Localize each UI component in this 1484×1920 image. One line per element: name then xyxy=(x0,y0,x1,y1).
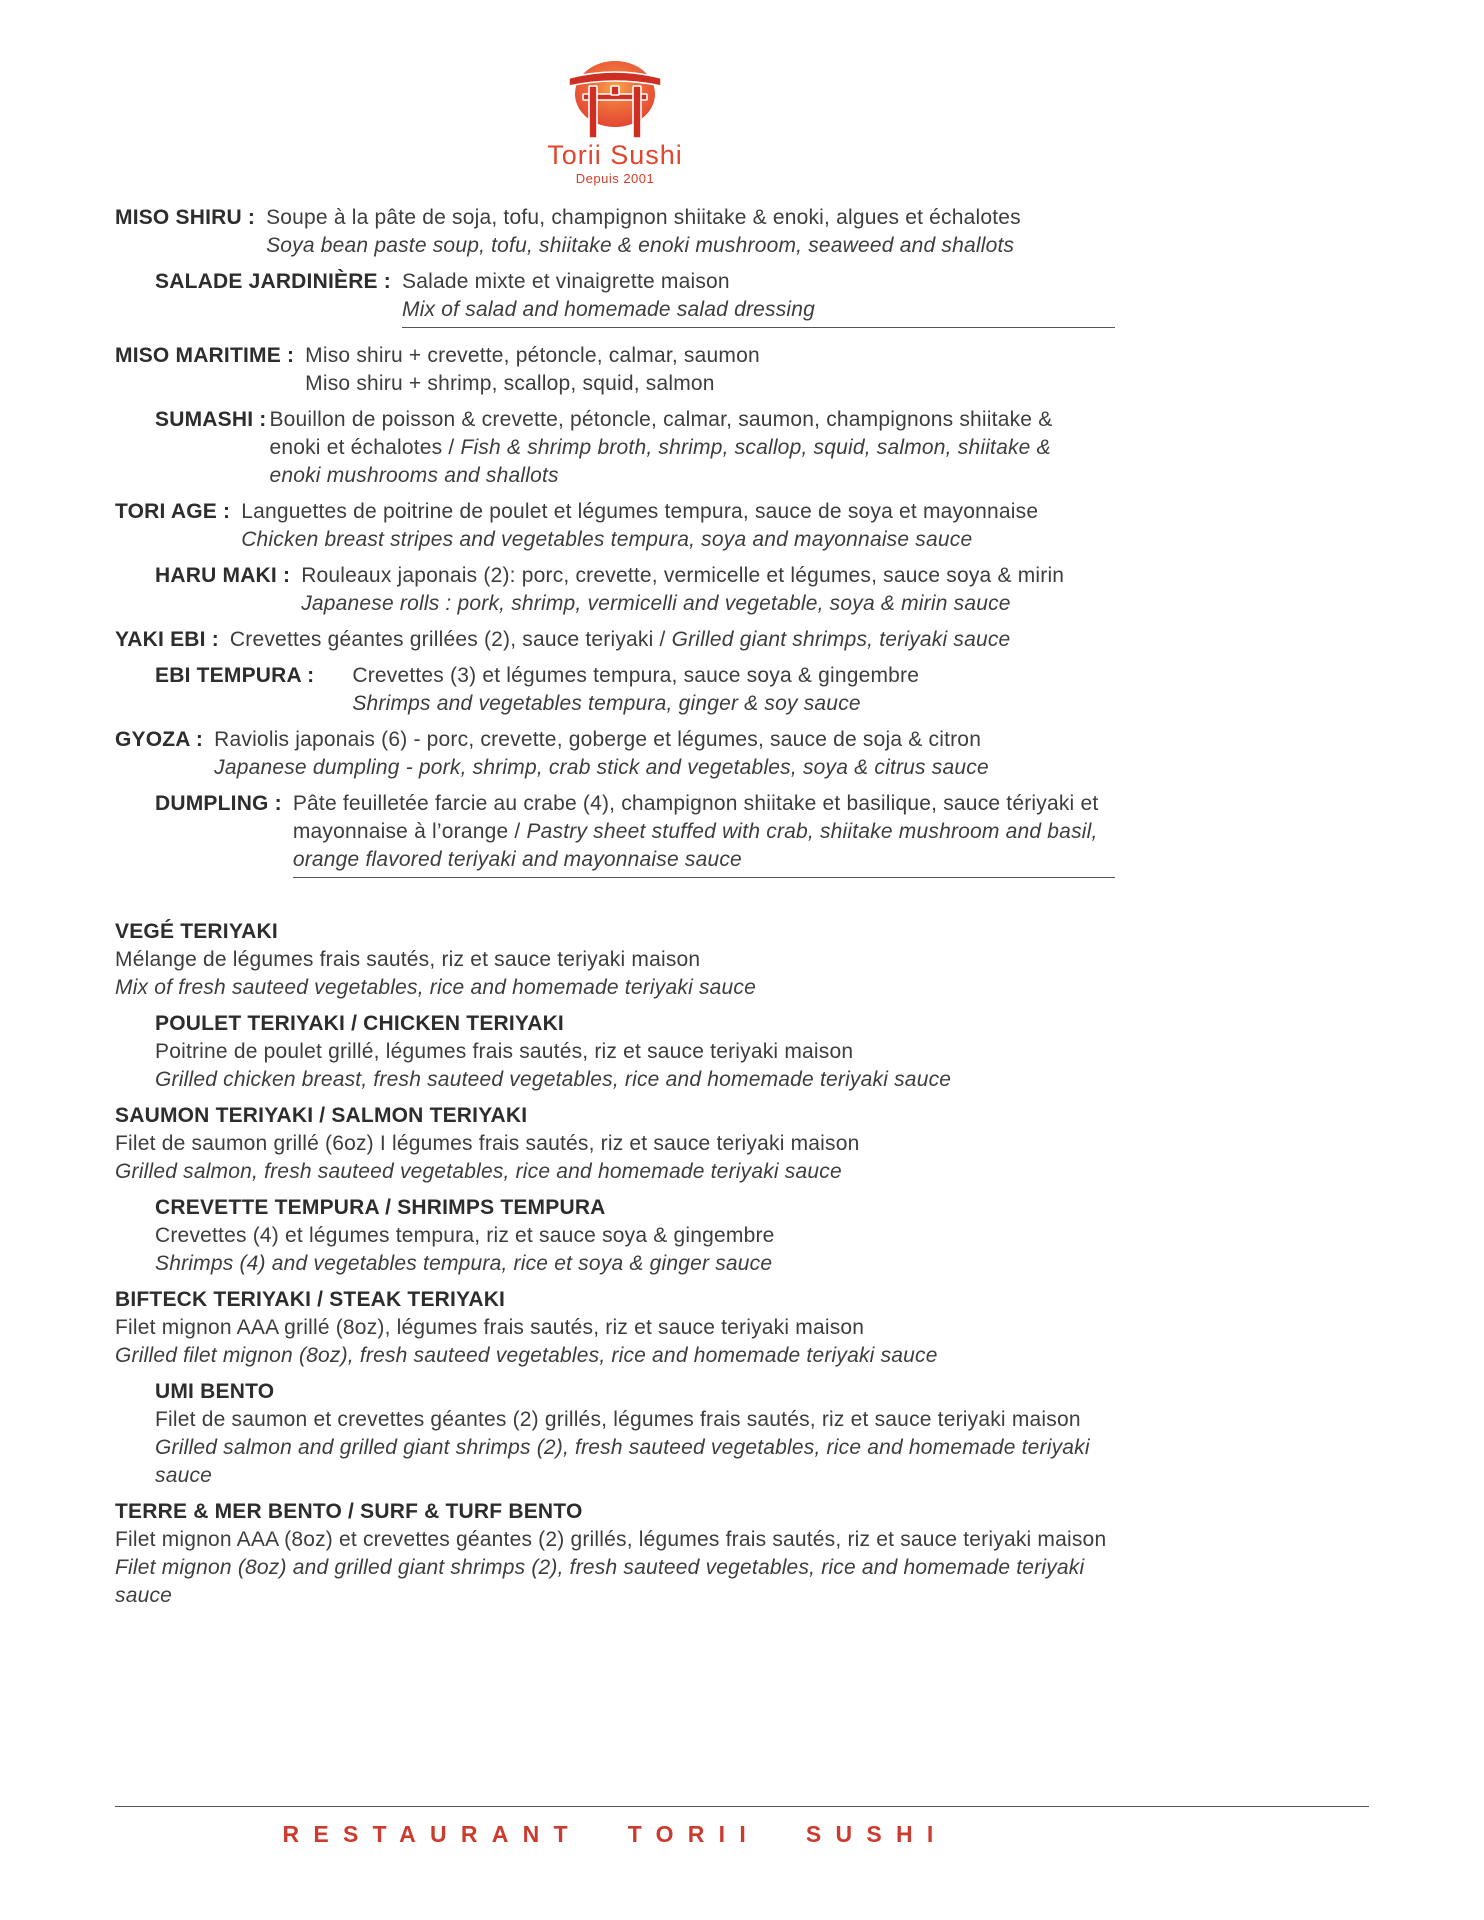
menu-item-line xyxy=(352,662,1115,690)
menu-item-name: GYOZA : xyxy=(115,728,204,752)
section-divider xyxy=(402,327,1115,328)
main-dish-text-en: Mix of fresh sauteed vegetables, rice and homemade teriyaki sauce xyxy=(115,976,757,1000)
main-dish-text-fr: Filet mignon AAA grillé (8oz), légumes frais sautés, riz et sauce teriyaki maison xyxy=(115,1316,865,1340)
menu-item-line xyxy=(241,498,1115,526)
menu-item-text-en: Chicken breast stripes and vegetables tempura, soya and mayonnaise sauce xyxy=(241,528,973,552)
menu-item-line xyxy=(301,590,1115,618)
menu-item-text-en: Grilled giant shrimps, teriyaki sauce xyxy=(671,628,1011,652)
main-dish-text-fr: Poitrine de poulet grillé, légumes frais sautés, riz et sauce teriyaki maison xyxy=(155,1040,854,1064)
menu-item-line xyxy=(214,726,1115,754)
menu-item-description xyxy=(293,790,1115,884)
main-dish-text-en: Grilled salmon and grilled giant shrimps (2), fresh sauteed vegetables, rice and homemade teriyaki xyxy=(155,1436,1090,1460)
menu-item-text-fr: Bouillon de poisson & crevette, pétoncle, calmar, saumon, champignons shiitake & xyxy=(269,408,1053,432)
main-dish-text-en: Filet mignon (8oz) and grilled giant shrimps (2), fresh sauteed vegetables, rice and homemade teriyaki xyxy=(115,1556,1085,1580)
menu-item-text-fr: Soupe à la pâte de soja, tofu, champignon shiitake & enoki, algues et échalotes xyxy=(266,206,1021,230)
menu-item-description xyxy=(402,268,1115,334)
main-dish-title: TERRE & MER BENTO / SURF & TURF BENTO xyxy=(115,1500,583,1524)
menu-item-name: EBI TEMPURA : xyxy=(155,664,315,688)
menu-item-description xyxy=(230,626,1115,654)
footer xyxy=(115,1806,1369,1848)
menu-item-name: DUMPLING : xyxy=(155,792,282,816)
menu-item-name: TORI AGE : xyxy=(115,500,231,524)
menu-item-line xyxy=(301,562,1115,590)
menu-item-text-en: enoki mushrooms and shallots xyxy=(269,464,559,488)
menu-item-line xyxy=(402,268,1115,296)
menu-item-description xyxy=(305,342,1115,398)
menu-item-line xyxy=(269,406,1115,434)
menu-item-name: SUMASHI : xyxy=(155,408,267,432)
menu-item-description xyxy=(269,406,1115,490)
main-dish-text-en: sauce xyxy=(115,1584,173,1608)
menu-content xyxy=(115,0,1115,1610)
mains-section xyxy=(115,918,1115,1610)
menu-item xyxy=(155,662,1115,718)
menu-item xyxy=(115,342,1115,398)
menu-item-name: MISO MARITIME : xyxy=(115,344,295,368)
menu-item xyxy=(155,268,1115,334)
menu-item-text-fr: Salade mixte et vinaigrette maison xyxy=(402,270,730,294)
menu-item-line xyxy=(269,462,1115,490)
menu-item-text-fr: enoki et échalotes / xyxy=(269,436,461,460)
menu-item xyxy=(115,204,1115,260)
main-dish-text-fr: Filet mignon AAA (8oz) et crevettes géantes (2) grillés, légumes frais sautés, riz et sauce teriyaki maison xyxy=(115,1528,1107,1552)
menu-item-line xyxy=(241,526,1115,554)
menu-item xyxy=(115,726,1115,782)
menu-item-text-fr: Raviolis japonais (6) - porc, crevette, goberge et légumes, sauce de soja & citron xyxy=(214,728,982,752)
menu-item-line xyxy=(293,846,1115,874)
menu-item-text-en: Pastry sheet stuffed with crab, shiitake mushroom and basil, xyxy=(526,820,1098,844)
main-dish-title: VEGÉ TERIYAKI xyxy=(115,920,278,944)
menu-item-text-fr: Crevettes géantes grillées (2), sauce teriyaki / xyxy=(229,628,672,652)
menu-item xyxy=(115,626,1115,654)
menu-item-line xyxy=(293,818,1115,846)
menu-item-text-en: Mix of salad and homemade salad dressing xyxy=(402,298,816,322)
menu-item-line xyxy=(352,690,1115,718)
main-dish xyxy=(155,1194,1115,1278)
menu-item-line xyxy=(230,626,1115,654)
main-dish xyxy=(115,1102,1115,1186)
main-dish xyxy=(155,1378,1115,1490)
menu-item-text-fr: Crevettes (3) et légumes tempura, sauce soya & gingembre xyxy=(352,664,920,688)
menu-item-description xyxy=(241,498,1115,554)
restaurant-name: RESTAURANT TORII SUSHI xyxy=(282,1821,948,1847)
menu-item xyxy=(155,562,1115,618)
menu-item xyxy=(155,406,1115,490)
main-dish-title: POULET TERIYAKI / CHICKEN TERIYAKI xyxy=(155,1012,564,1036)
main-dish xyxy=(155,1010,1115,1094)
logo-subtitle: Depuis 2001 xyxy=(575,171,655,187)
footer-divider xyxy=(115,1806,1369,1807)
menu-item-text-en: Shrimps and vegetables tempura, ginger & soy sauce xyxy=(352,692,861,716)
section-divider xyxy=(293,877,1115,878)
menu-item-text-fr: Miso shiru + shrimp, scallop, squid, salmon xyxy=(305,372,715,396)
menu-item-line xyxy=(305,342,1115,370)
main-dish-text-fr: Crevettes (4) et légumes tempura, riz et sauce soya & gingembre xyxy=(155,1224,775,1248)
menu-item-line xyxy=(402,296,1115,324)
main-dish xyxy=(115,1498,1115,1610)
main-dish-title: UMI BENTO xyxy=(155,1380,275,1404)
menu-item-text-en: orange flavored teriyaki and mayonnaise sauce xyxy=(292,848,742,872)
menu-item-text-en: Japanese dumpling - pork, shrimp, crab stick and vegetables, soya & citrus sauce xyxy=(214,756,989,780)
menu-item-text-fr: Miso shiru + crevette, pétoncle, calmar, saumon xyxy=(305,344,760,368)
menu-item-line xyxy=(269,434,1115,462)
appetizers-section xyxy=(115,204,1115,884)
main-dish-text-en: Shrimps (4) and vegetables tempura, rice et soya & ginger sauce xyxy=(155,1252,773,1276)
menu-item xyxy=(115,498,1115,554)
main-dish-text-fr: Filet de saumon et crevettes géantes (2) grillés, légumes frais sautés, riz et sauce teriyaki maison xyxy=(155,1408,1081,1432)
menu-item-text-en: Fish & shrimp broth, shrimp, scallop, squid, salmon, shiitake & xyxy=(460,436,1051,460)
main-dish xyxy=(115,918,1115,1002)
menu-item-line xyxy=(266,204,1115,232)
menu-item-text-en: Japanese rolls : pork, shrimp, vermicelli and vegetable, soya & mirin sauce xyxy=(301,592,1011,616)
menu-item-name: SALADE JARDINIÈRE : xyxy=(155,270,391,294)
menu-item-description xyxy=(352,662,1115,718)
main-dish-text-en: Grilled salmon, fresh sauteed vegetables, rice and homemade teriyaki sauce xyxy=(115,1160,842,1184)
menu-item-description xyxy=(214,726,1115,782)
menu-item-name: MISO SHIRU : xyxy=(115,206,256,230)
main-dish-title: BIFTECK TERIYAKI / STEAK TERIYAKI xyxy=(115,1288,506,1312)
menu-item-text-fr: Pâte feuilletée farcie au crabe (4), champignon shiitake et basilique, sauce tériyaki et xyxy=(292,792,1099,816)
main-dish-title: CREVETTE TEMPURA / SHRIMPS TEMPURA xyxy=(155,1196,606,1220)
main-dish xyxy=(115,1286,1115,1370)
menu-item-description xyxy=(266,204,1115,260)
menu-item-name: YAKI EBI : xyxy=(115,628,219,652)
menu-item xyxy=(155,790,1115,884)
main-dish-text-fr: Mélange de légumes frais sautés, riz et sauce teriyaki maison xyxy=(115,948,701,972)
main-dish-text-en: sauce xyxy=(155,1464,213,1488)
menu-item-text-fr: Languettes de poitrine de poulet et légumes tempura, sauce de soya et mayonnaise xyxy=(241,500,1039,524)
main-dish-text-fr: Filet de saumon grillé (6oz) I légumes frais sautés, riz et sauce teriyaki maison xyxy=(115,1132,860,1156)
menu-item-line xyxy=(293,790,1115,818)
logo-title: Torii Sushi xyxy=(547,140,683,170)
menu-item-line xyxy=(266,232,1115,260)
menu-item-line xyxy=(305,370,1115,398)
menu-item-text-fr: Rouleaux japonais (2): porc, crevette, vermicelle et légumes, sauce soya & mirin xyxy=(301,564,1065,588)
menu-item-text-en: Soya bean paste soup, tofu, shiitake & enoki mushroom, seaweed and shallots xyxy=(266,234,1015,258)
menu-item-description xyxy=(301,562,1115,618)
main-dish-title: SAUMON TERIYAKI / SALMON TERIYAKI xyxy=(115,1104,528,1128)
main-dish-text-en: Grilled chicken breast, fresh sauteed vegetables, rice and homemade teriyaki sauce xyxy=(155,1068,952,1092)
menu-item-text-fr: mayonnaise à l’orange / xyxy=(292,820,527,844)
menu-item-name: HARU MAKI : xyxy=(155,564,291,588)
logo xyxy=(115,56,1115,186)
main-dish-text-en: Grilled filet mignon (8oz), fresh sauteed vegetables, rice and homemade teriyaki sauce xyxy=(115,1344,938,1368)
torii-gate-logo-icon xyxy=(557,56,673,142)
menu-item-line xyxy=(214,754,1115,782)
